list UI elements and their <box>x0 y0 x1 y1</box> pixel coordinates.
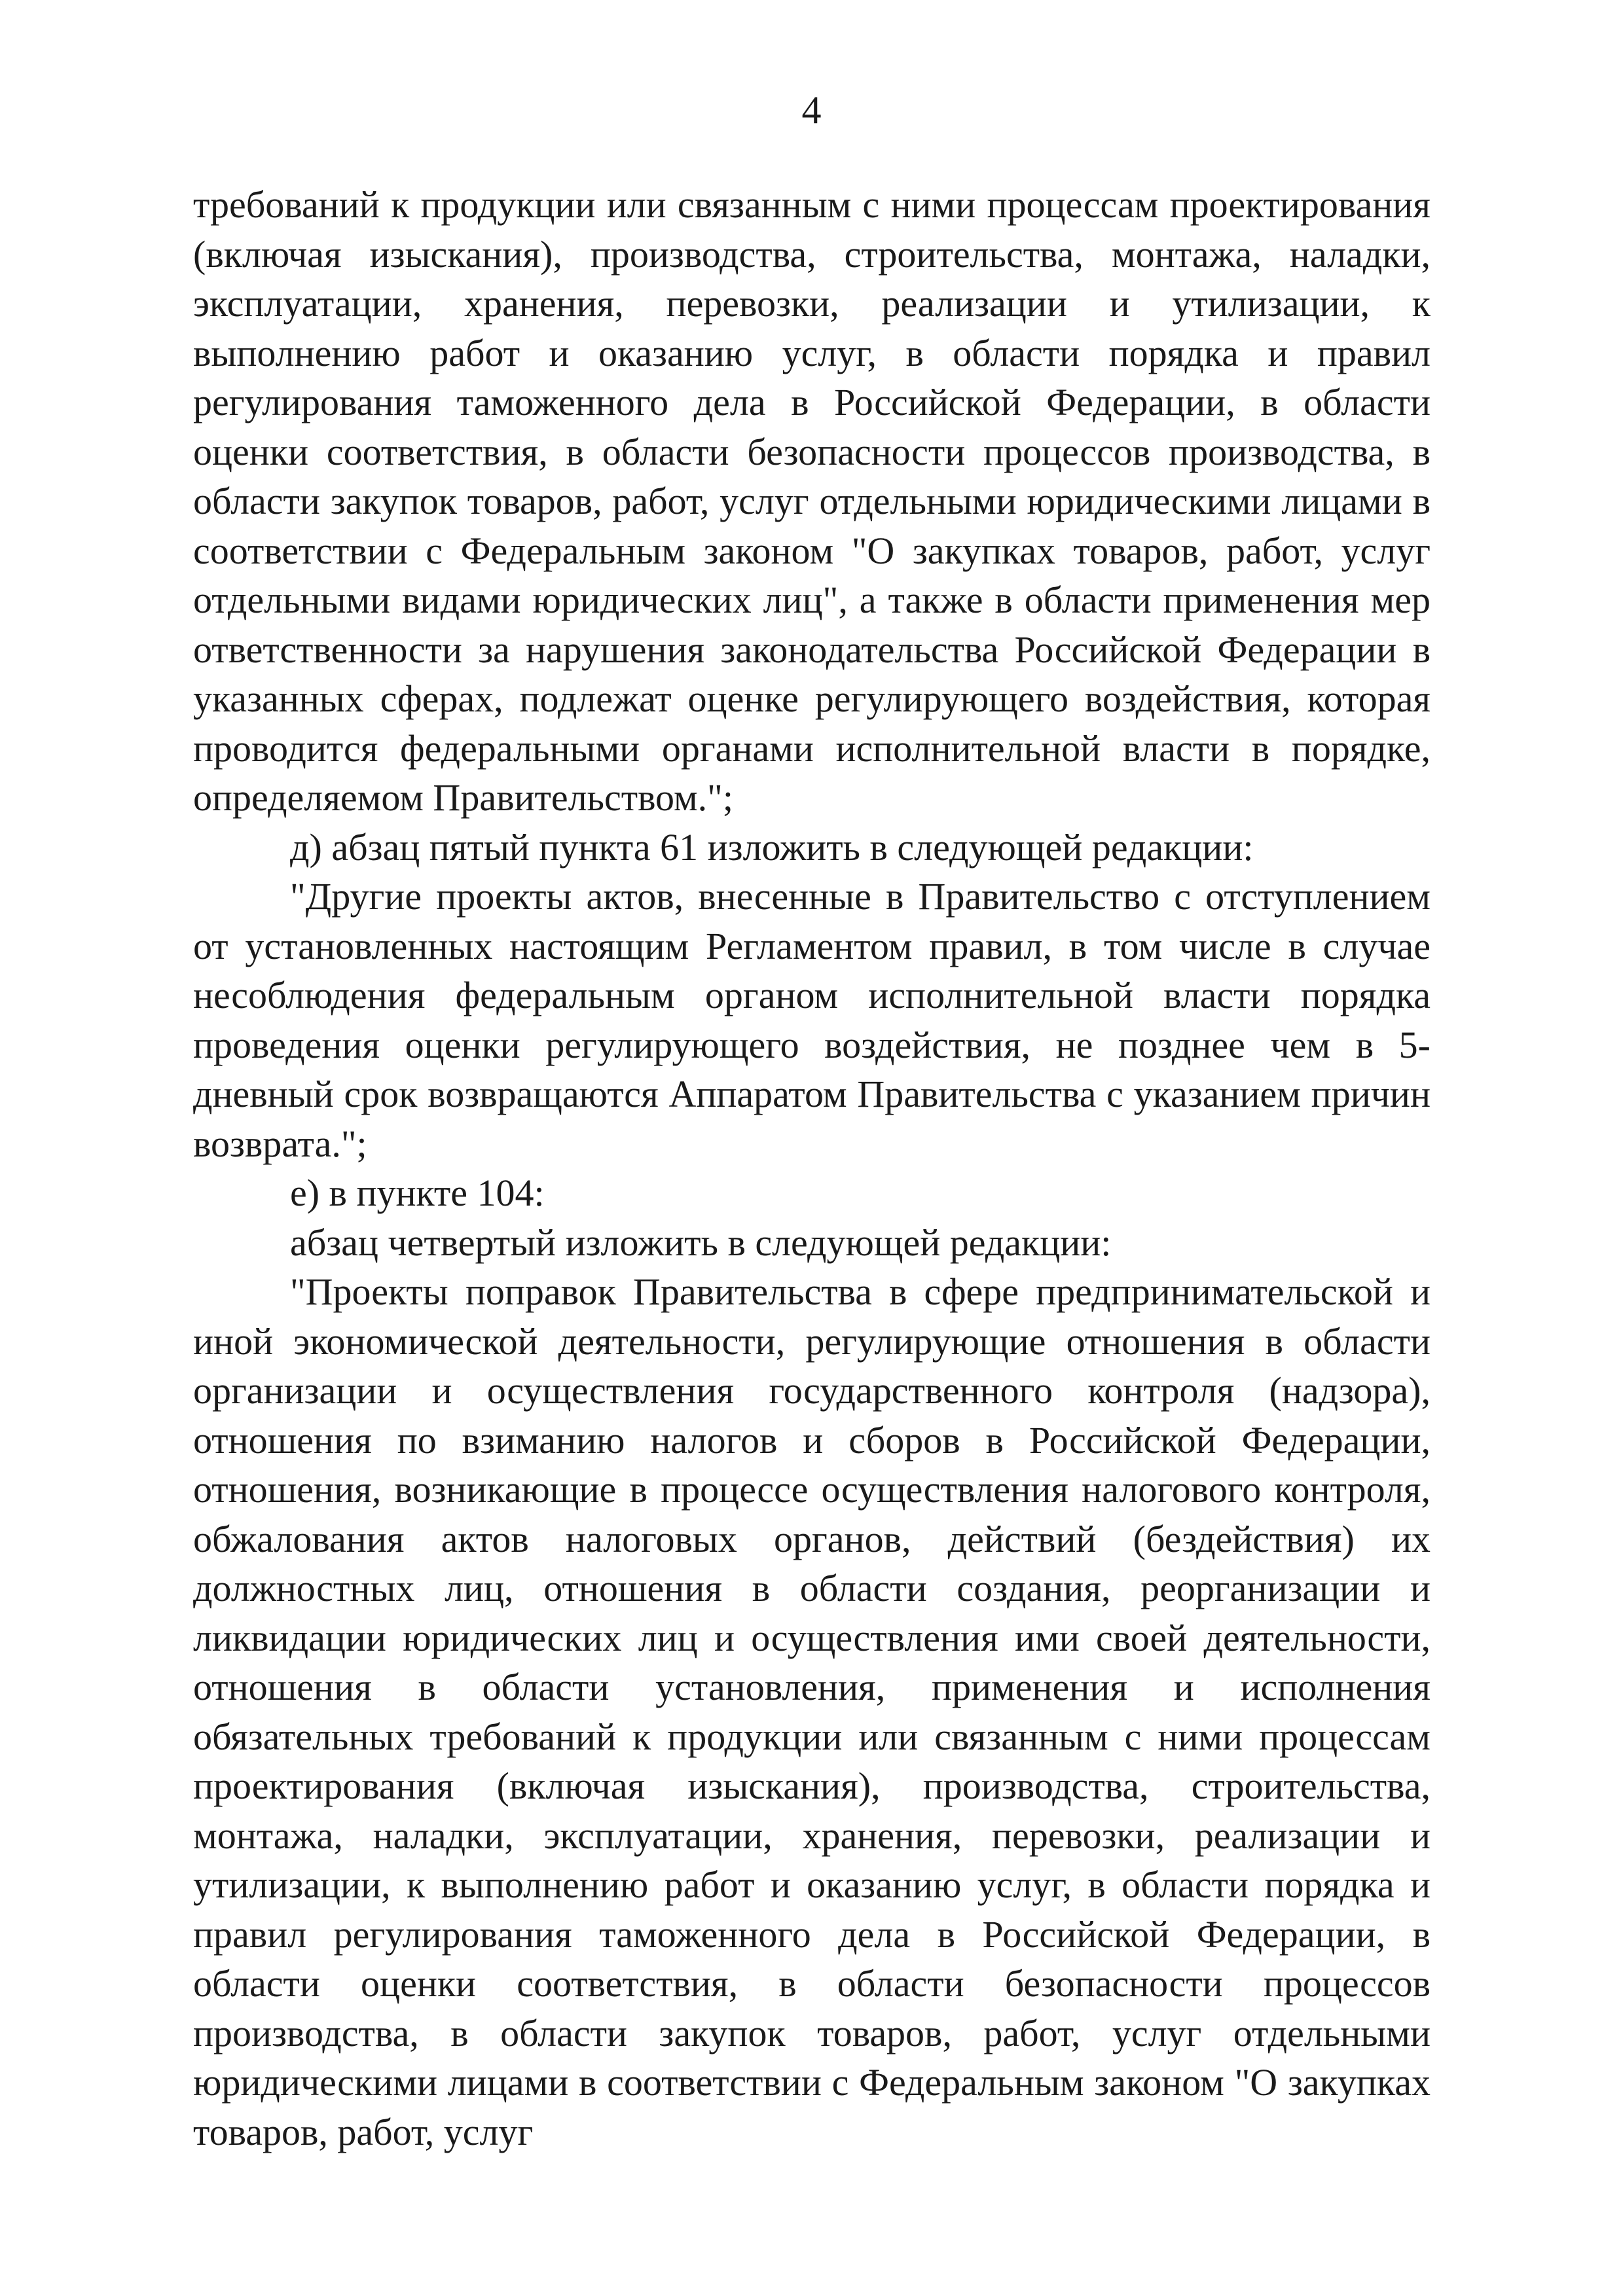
paragraph-quote-amendments: "Проекты поправок Правительства в сфере предпринимательской и иной экономической деятельности, регулирующие отношения в области организации и осуществления государственного контроля (надзора), отношения по взиманию налогов и сборов в Российской Федерации, отношения, возникающие в процессе осуществления налогового контроля, обжалования актов налоговых органов, действий (бездействия) их должностных лиц, отношения в области создания, реорганизации и ликвидации юридических лиц и осуществления ими своей деятельности, отношения в области установления, применения и исполнения обязательных требований к продукции или связанным с ними процессам проектирования (включая изыскания), производства, строительства, монтажа, наладки, эксплуатации, хранения, перевозки, реализации и утилизации, к выполнению работ и оказанию услуг, в области порядка и правил регулирования таможенного дела в Российской Федерации, в области оценки соответствия, в области безопасности процессов производства, в области закупок товаров, работ, услуг отдельными юридическими лицами в соответствии с Федеральным законом "О закупках товаров, работ, услуг <box>193 1270 1431 2153</box>
paragraph-continuation: требований к продукции или связанным с ними процессам проектирования (включая изыскания), производства, строительства, монтажа, наладки, эксплуатации, хранения, перевозки, реализации и утилизации, к выполнению работ и оказанию услуг, в области порядка и правил регулирования таможенного дела в Российской Федерации, в области оценки соответствия, в области безопасности процессов производства, в области закупок товаров, работ, услуг отдельными юридическими лицами в соответствии с Федеральным законом "О закупках товаров, работ, услуг отдельными видами юридических лиц", а также в области применения мер ответственности за нарушения законодательства Российской Федерации в указанных сферах, подлежат оценке регулирующего воздействия, которая проводится федеральными органами исполнительной власти в порядке, определяемом Правительством."; <box>193 183 1431 819</box>
paragraph-item-d: д) абзац пятый пункта 61 изложить в следующей редакции: <box>290 825 1254 869</box>
page-number: 4 <box>801 88 822 132</box>
paragraph-quote-other-drafts: "Другие проекты актов, внесенные в Правительство с отступлением от установленных настоящим Регламентом правил, в том числе в случае несоблюдения федеральным органом исполнительной власти порядка проведения оценки регулирующего воздействия, не позднее чем в 5-дневный срок возвращаются Аппаратом Правительства с указанием причин возврата."; <box>193 875 1431 1165</box>
document-body <box>193 180 1431 2157</box>
paragraph-fourth-abzac: абзац четвертый изложить в следующей редакции: <box>290 1221 1112 1264</box>
paragraph-item-e: е) в пункте 104: <box>290 1172 545 1214</box>
